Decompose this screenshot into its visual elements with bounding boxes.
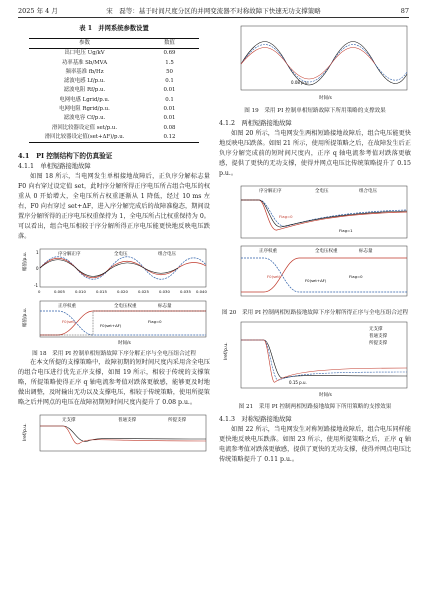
param-value: 0.01	[163, 106, 176, 113]
fig18b-annotation: F0(set)	[62, 319, 76, 325]
fig21-legend-3: 所提支撑	[369, 341, 387, 346]
param-value: 0.01	[163, 115, 176, 122]
fig18-plot	[18, 245, 210, 345]
fig21-legend-2: 普通支撑	[369, 334, 387, 339]
fig20a-annotation: Flag=0	[279, 214, 293, 219]
fig18a-xtick: 0.015	[96, 289, 107, 295]
fig19-caption: 图 19 采用 PI 控制单相短路故障下所用策略的支撑效果	[244, 108, 386, 114]
right-column	[219, 24, 411, 465]
fig18b-ylabel: 幅值/p.u.	[23, 308, 28, 328]
fig20b-annotation: F0(set)	[267, 274, 281, 279]
left-column	[18, 24, 210, 457]
param-name: 功率基准 Sb/MVA	[61, 59, 108, 66]
fig19-partial-plot	[18, 411, 210, 453]
fig20a-legend-3: 组合电压	[359, 189, 377, 194]
param-name: 滑回比较器设定值 set/p.u.	[51, 124, 118, 131]
fig21-xlabel: 时间/s	[319, 393, 332, 398]
paragraph: 如图 22 所示，当电网发生对称短路接地故障后，组合电压同样能更快地反映电压跌落。如图 23 所示，使用所提策略之后，正序 q 轴电流参考值对跌落更敏感，提供了更快的无功支撑，使得并网点电压比传统策略提升了 0.11 p.u.。	[219, 426, 411, 463]
fig20b-annotation: F0(set+ΔF)	[305, 278, 327, 283]
fig18a-xtick: 0.040	[196, 289, 207, 295]
param-name: 滑回比较器设定值(set+ΔF)/p.u.	[29, 133, 140, 143]
param-value: 0.69	[163, 50, 176, 57]
fig20b-annotation: Flag=0	[349, 274, 363, 279]
table-header-value: 数值	[140, 39, 199, 49]
param-value: 1.5	[165, 59, 174, 66]
fig20b-legend-2: 全电压权重	[315, 249, 338, 254]
table-caption: 表 1 并网系统参数设置	[79, 25, 149, 32]
fig18-caption: 图 18 采用 PI 控制单相短路故障下序分解正序与全电压组合过程	[32, 351, 196, 358]
table-header-param: 参数	[29, 39, 140, 49]
fig18b-annotation: Flag=0	[148, 319, 162, 325]
fig18a-legend-1: 序分解正序	[58, 252, 81, 258]
fig19-plot	[219, 24, 411, 102]
fig18b-xlabel: 时间/s	[118, 341, 131, 346]
fig18a-ytick: -1	[34, 283, 38, 289]
figure-18	[18, 245, 210, 358]
fig18b-annotation: F0(set+ΔF)	[100, 323, 122, 329]
param-value: 0.12	[140, 133, 199, 143]
fig20b-legend-3: 标志量	[359, 249, 373, 254]
param-value: 0.08	[163, 124, 176, 131]
param-name: 出口电压 Ug/kV	[64, 50, 105, 57]
paragraph: 在本文所提的支撑策略中，故障初期的短时间尺度内采用含全电压的组合电压进行优先正序支撑，如图 19 所示，相较于传统的支撑策略，所提策略使得正序 q 轴电流参考值对跌落更敏感，能够更及时地做出调整，及时输出无功以及支撑电压，相较于传统策略，使用所提策略之后并网点的电压在故障初期短时间尺度内提升了 0.08 p.u.。	[18, 359, 210, 407]
paragraph: 如图 20 所示，当电网发生两相短路接地故障后，组合电压能更快地反映电压跌落。如图 21 所示，使用所提策略之后，在故障发生后正负序分解完成前的短时间尺度内，正序 q 轴电流参考值对跌落更敏感，提供了更快的无功支撑，使得并网点电压比传统策略提升了 0.15 p.u.。	[219, 130, 411, 177]
fig21-ylabel: Iref/p.u.	[224, 342, 229, 360]
table-row	[29, 59, 199, 68]
table-row	[29, 49, 199, 59]
header-date: 2025 年 4 月	[18, 7, 58, 15]
running-header	[18, 5, 409, 18]
fig20-plot	[219, 182, 411, 304]
header-page-number: 87	[400, 7, 409, 15]
fig19p-legend-1: 无支撑	[62, 418, 76, 424]
param-value: 0.1	[165, 78, 174, 85]
table-row	[29, 68, 199, 77]
fig18b-legend-3: 标志量	[158, 304, 172, 310]
table-row	[29, 77, 199, 86]
fig18a-xtick: 0.025	[138, 289, 149, 295]
header-title: 宋 磊等：基于时间尺度分区的并网变流器不对称故障下快速无功支撑策略	[106, 7, 321, 15]
fig21-caption: 图 21 采用 PI 控制两相短路接地故障下所用策略的支撑效果	[238, 404, 392, 410]
param-name: 滤波电阻 Rf/p.u.	[63, 87, 106, 94]
figure-21	[219, 320, 411, 411]
fig18a-ytick: 1	[36, 250, 39, 256]
subsection-title: 4.1.3 对称短路接地故障	[219, 416, 292, 423]
param-name: 频率基准 fb/Hz	[65, 68, 104, 75]
figure-19	[219, 24, 411, 115]
subsection-title: 4.1.2 两相短路接地故障	[219, 120, 292, 127]
fig18a-xtick: 0	[38, 289, 41, 295]
figure-20	[219, 182, 411, 317]
fig20a-annotation: Flag=1	[339, 228, 353, 233]
table-row	[29, 133, 199, 143]
fig19p-legend-2: 普通支撑	[118, 418, 136, 424]
fig21-legend-1: 无支撑	[369, 327, 383, 332]
fig18a-xtick: 0.035	[180, 289, 191, 295]
fig18a-xtick: 0.030	[159, 289, 170, 295]
fig18a-xtick: 0.020	[117, 289, 128, 295]
fig21-plot	[219, 320, 411, 398]
fig20b-legend-1: 正序权重	[259, 249, 277, 254]
fig21-annotation: 0.15 p.u.	[289, 380, 307, 385]
fig18a-xticks	[38, 289, 207, 294]
params-table	[29, 38, 199, 143]
subsection-title: 4.1.1 单相短路接地故障	[18, 163, 91, 171]
param-name: 电网电感 Lgrid/p.u.	[59, 96, 110, 103]
param-value: 0.01	[163, 87, 176, 94]
fig18b-legend-2: 全电压权重	[114, 304, 137, 310]
fig20a-legend-1: 序分解正序	[259, 189, 282, 194]
table-row	[29, 114, 199, 123]
section-title: 4.1 PI 控制结构下的仿真验证	[18, 152, 113, 161]
fig19p-ylabel: Iref/p.u.	[23, 423, 28, 442]
fig18a-xtick: 0.010	[75, 289, 86, 295]
fig18a-legend-3: 组合电压	[158, 252, 176, 258]
param-name: 滤波电感 Lf/p.u.	[63, 78, 106, 85]
table-row	[29, 86, 199, 95]
fig18a-legend-2: 全电压	[114, 252, 128, 258]
fig18a-ytick: 0	[36, 266, 39, 272]
param-value: 50	[166, 68, 173, 75]
figure-19-partial	[18, 411, 210, 457]
param-value: 0.1	[165, 96, 174, 103]
fig19-xlabel: 时间/s	[319, 96, 332, 101]
table-row	[29, 124, 199, 133]
paragraph: 如图 18 所示，当电网发生单相接地故障后，正负序分解标志量 F0 向右穿过设定值 set，此时序分解所得正序电压所占组合电压的权重从 0 开始增大，全电压所占权重逐渐从 1 降低，经过 10 ms 左右，F0 向右穿过 set+ΔF，进入序分解完成后的故障准稳态，期间设置序分解所得的正序电压权重保持为 1，全电压所占比权重保持为 0。可以看出，组合电压相较于序分解所得正序电压能更快地反映电压跌落。	[18, 173, 210, 241]
fig18a-ylabel: 幅值/p.u.	[23, 252, 28, 272]
table-row	[29, 105, 199, 114]
fig20-caption: 图 20 采用 PI 控制两相短路接地故障下序分解所得正序与全电压组合过程	[221, 310, 409, 316]
fig19-annotation: 0.08 p.u.	[291, 80, 309, 85]
param-name: 滤波电容 Cf/p.u.	[63, 115, 106, 122]
param-name: 电网电阻 Rgrid/p.u.	[59, 106, 110, 113]
fig20a-legend-2: 全电压	[315, 189, 329, 194]
table-row	[29, 96, 199, 105]
fig18a-xtick: 0.005	[54, 289, 65, 295]
fig18b-legend-1: 正序权重	[58, 304, 76, 310]
fig19p-legend-3: 所提支撑	[168, 418, 186, 424]
